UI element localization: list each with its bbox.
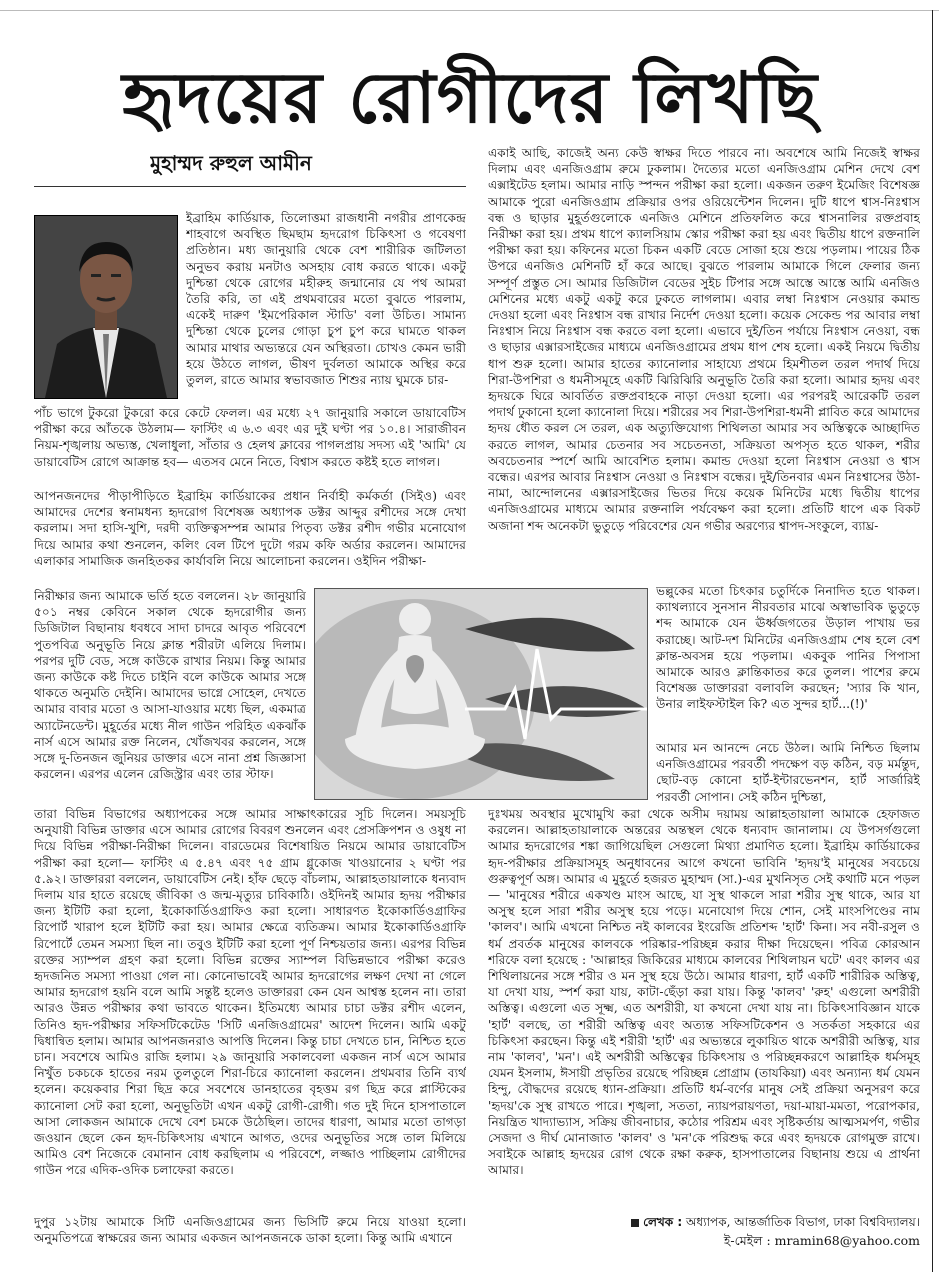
left-column-end: দুপুর ১২টায় আমাকে সিটি এনজিওগ্রামের জন্য ভিসিটি রুমে নিয়ে যাওয়া হলো। অনুমতিপত্রে স্বাক্ষরের জন্য আমার একজন আপনজনকে ডাকা হলো। কিন্তু আমি এখানে (34, 1215, 466, 1246)
right-column-top: একাই আছি, কাজেই অন্য কেউ স্বাক্ষর দিতে পারবে না। অবশেষে আমি নিজেই স্বাক্ষর দিলাম এবং এনজিওগ্রাম রুমে ঢুকলাম। দৈত্যের মতো এনজিওগ্রাম মেশিন দেখে বেশ এক্সাইটেড হলাম। আমার নাড়ি স্পন্দন পরীক্ষা করা হলো। একজন তরুণ ইমেজিং বিশেষজ্ঞ আমাকে পুরো এনজিওগ্রাম প্রক্রিয়ার ওপর ওরিয়েন্টেশন দিলেন। দুটি ধাপে শ্বাস-নিঃশ্বাস বন্ধ ও ছাড়ার মুহূর্তগুলোকে এনজিও মেশিনে প্রতিফলিত করে শ্বাসনালির রক্তপ্রবাহ নিরীক্ষা করা হয়। প্রথম ধাপে ক্যালসিয়াম স্কোর পরীক্ষা করা হয় এবং দ্বিতীয় ধাপে রক্তনালি পরীক্ষা করা হয়। কফিনের মতো চিকন একটি বেডে সোজা হয়ে শুয়ে পড়লাম। পায়ের ঠিক উপরে এনজিও মেশিনটি হাঁ করে আছে। বুঝতে পারলাম আমাকে গিলে ফেলার জন্য সম্পূর্ণ প্রস্তুত সে। আমার ডিজিটাল বেডের সুইচ টিপার সঙ্গে আস্তে আস্তে আমি এনজিও মেশিনের মধ্যে একটু একটু করে ঢুকতে লাগলাম। এবার লম্বা নিঃশ্বাস নেওয়ার কমান্ড দেওয়া হলো এবং নিঃশ্বাস বন্ধ রাখার নির্দেশ দেওয়া হলো। কয়েক সেকেন্ড পর আবার লম্বা নিঃশ্বাস নিয়ে নিঃশ্বাস বন্ধ করতে বলা হলো। এভাবে দুই/তিন পর্যায়ে নিঃশ্বাস নেওয়া, বন্ধ ও ছাড়ার এক্সারসাইজের মাধ্যমে এনজিওগ্রামের প্রথম ধাপ শেষ হলো। একই নিয়মে দ্বিতীয় ধাপ শুরু হলো। আমার হাতের ক্যানোলার সাহায্যে প্রথমে হিমশীতল তরল পদার্থ দিয়ে শিরা-উপশিরা ও ধমনীসমূহে একটি ঝিরিঝিরি অনুভূতি তৈরি করা হলো। আমার হৃদয় এবং হৃদয়কে ঘিরে আবর্তিত রক্তপ্রবাহকে নাড়া দেওয়া হলো। এর পরপরই আরেকটি তরল পদার্থ ঢুকানো হলো ক্যানোলা দিয়ে। শরীরের সব শিরা-উপশিরা-ধমনী প্লাবিত করে আমাদের হৃদয় ধৌত করল সে তরল, এক অত্যুক্তিযোগ্য শিথিলতা আমার সব অস্তিত্বকে আচ্ছাদিত করতে লাগল, আমার চেতনার সব সচেতনতা, সক্রিয়তা অপসৃত হতে থাকল, শরীর অবচেতনার স্পর্শে আমি আবেশিত হলাম। কমান্ড দেওয়া হলো নিঃশ্বাস নেওয়া ও শ্বাস বন্ধের। এরপর আবার নিঃশ্বাস নেওয়া ও নিঃশ্বাস বন্ধের। দুই/তিনবার এমন নিঃশ্বাসের উঠা-নামা, আন্দোলনের এক্সারসাইজের ভিতর দিয়ে কয়েক মিনিটের মধ্যে দ্বিতীয় ধাপের এনজিওগ্রামের মাধ্যমে আমার রক্তনালি পর্যবেক্ষণ করা হলো। প্রতিটি ধাপে এক বিকট অজানা শব্দ অনেকটা ভুতুড়ে পরিবেশের যেন গভীর অরণ্যের শ্বাপদ-সংকুলে, ব্যাঘ্র- (488, 146, 920, 533)
right-column-lower: দুঃখময় অবস্থার মুখোমুখি করা থেকে অসীম দয়াময় আল্লাহতায়ালা আমাকে হেফাজত করলেন। আল্লাহতায়ালাকে অন্তরের অন্তস্থল থেকে ধন্যবাদ জানালাম। যে উপসর্গগুলো আমার হৃদরোগের শঙ্কা জাগিয়েছিল সেগুলো মিথ্যা প্রমাণিত হলো। ইব্রাহিম কার্ডিয়াকের হৃদ-পরীক্ষার প্রক্রিয়াসমূহ অনুধাবনের আগে কখনো ভাবিনি 'হৃদয়'ই মানুষের সবচেয়ে গুরুত্বপূর্ণ অঙ্গ। আমার এ মুহূর্তে হজরত মুহাম্মদ (সা.)-এর মুখনিসৃত সেই কথাটি মনে পড়ল— 'মানুষের শরীরে একখণ্ড মাংস আছে, যা সুস্থ থাকলে সারা শরীর সুস্থ থাকে, আর যা অসুস্থ হলে সারা শরীর অসুস্থ হয়ে পড়ে। মনোযোগ দিয়ে শোন, সেই মাংসপিণ্ডের নাম 'কালব'। আমি এখনো নিশ্চিত নই কালবের ইংরেজি প্রতিশব্দ 'হার্ট' কিনা। সব নবী-রসুল ও ধর্ম প্রবর্তক মানুষের কালবকে পরিষ্কার-পরিচ্ছন্ন করার দীক্ষা দিয়েছেন। পবিত্র কোরআন শরিফে বলা হয়েছে : 'আল্লাহর জিকিরের মাধ্যমে কালবের শিথিলায়ন ঘটে' এবং কালব এর শিথিলায়নের সঙ্গে শরীর ও মন সুস্থ হয়ে উঠে। আমার ধারণা, হার্ট একটি শারীরিক অস্তিত্ব, যা দেখা যায়, স্পর্শ করা যায়, কাটা-ছেঁড়া করা যায়। কিন্তু 'কালব' 'রুহ' এগুলো অশরীরী অস্তিত্ব। এগুলো এত সূক্ষ্ম, এত অশরীরী, যা কখনো দেখা যায় না। চিকিৎসাবিজ্ঞান যাকে 'হার্ট' বলছে, তা শরীরী অস্তিত্ব এবং অত্যন্ত সফিসটিকেশন ও সতর্কতা সহকারে এর চিকিৎসা করছেন। কিন্তু এই শরীরী 'হার্ট' এর অভ্যন্তরে লুকায়িত থাকে অশরীরী অস্তিত্ব, যার নাম 'কালব', 'মন'। এই অশরীরী অস্তিত্বের চিকিৎসায় ও পরিচ্ছন্নকরণে আল্লাহিক ধর্মসমূহ যেমন ইসলাম, ঈসায়ী প্রভৃতির রয়েছে পরিচ্ছন্ন প্রোগ্রাম (তাযকিয়া) এবং অন্যান্য ধর্ম যেমন হিন্দু, বৌদ্ধদের রয়েছে ধ্যান-প্রক্রিয়া। প্রতিটি ধর্ম-বর্ণের মানুষ সেই প্রক্রিয়া অনুসরণ করে 'হৃদয়'কে সুস্থ রাখতে পারে। শৃঙ্খলা, সততা, ন্যায়পরায়ণতা, দয়া-মায়া-মমতা, পরোপকার, নিয়ন্ত্রিত খাদ্যাভ্যাস, সক্রিয় জীবনাচার, কঠোর পরিশ্রম এবং সৃষ্টিকর্তায় আত্মসমর্পণ, গভীর সেজদা ও দীর্ঘ মোনাজাত 'কালব' ও 'মন'কে পরিশুদ্ধ করে এবং হৃদয়কে রোগমুক্ত রাখে। সবাইকে আল্লাহ হৃদয়ের রোগ থেকে রক্ষা করুক, হাসপাতালের বিছানায় শুয়ে এ প্রার্থনা আমার। (488, 807, 920, 1178)
author-email-label: ই-মেইল : (723, 1233, 771, 1248)
author-portrait-icon (35, 216, 177, 398)
author-credit-label: লেখক : (643, 1215, 683, 1229)
top-edge-strip (0, 0, 939, 11)
meditation-illustration (314, 588, 648, 800)
right-column-mid: আমার মন আনন্দে নেচে উঠল। আমি নিশ্চিত ছিলাম এনজিওগ্রামের পরবর্তী পদক্ষেপ বড় কঠিন, বড় মর্মন্তুদ, ছোট-বড় কোনো হার্ট-ইন্টারভেনশন, হার্ট সার্জারিই পরবর্তী সোপান। সেই কঠিন দুশ্চিন্তা, (656, 741, 920, 804)
square-bullet-icon (631, 1219, 639, 1227)
meditating-figure-heart-ecg-icon (315, 589, 647, 799)
author-email-address: mramin68@yahoo.com (774, 1233, 920, 1248)
left-column-narrow: নিরীক্ষার জন্য আমাকে ভর্তি হতে বললেন। ২৮ জানুয়ারি ৫০১ নম্বর কেবিনে সকাল থেকে হৃদরোগীর জন্য ডিজিটাল বিছানায় ধবধবে সাদা চাদরে আবৃত পরিবেশে পুতপবিত্র অনুভূতি নিয়ে ক্লান্ত শরীরটা এলিয়ে দিলাম। পরপর দুটি বেড, সঙ্গে কাউকে রাখার নিয়ম। কিন্তু আমার জন্য কাউকে কষ্ট দিতে চাইনি বলে কাউকে আমার সঙ্গে থাকতে অনুমতি দেইনি। আমাদের ভাগ্নে সোহেল, দেখতে আমার বাবার মতো ও আসা-যাওয়ার মধ্যে ছিল, একমাত্র অ্যাটেনডেন্ট। মুহূর্তের মধ্যে নীল গাউন পরিহিত একঝাঁক নার্স এসে আমার রক্ত নিলেন, খোঁজখবর করলেন, সঙ্গে সঙ্গে দু-তিনজন জুনিয়র ডাক্তার এসে নানা প্রশ্ন জিজ্ঞাসা করলেন। এরপর এলেন রেজিস্ট্রার এবং তার স্টাফ। (34, 589, 306, 782)
left-column-paragraph-1: পাঁচ ভাগে টুকরো টুকরো করে কেটে ফেলল। এর মধ্যে ২৭ জানুয়ারি সকালে ডায়াবেটিস পরীক্ষা করে আঁতকে উঠলাম— ফাস্টিং এ ৬.৩ এবং এর দুই ঘণ্টা পর ১০.৪। সারাজীবন নিয়ম-শৃঙ্খলায় অভ্যস্ত, খেলাধুলা, সাঁতার ও হেলথ ক্লাবের পাগলপ্রায় সদস্য এই 'আমি' যে ডায়াবেটিস রোগে আক্রান্ত হব— এতসব মেনে নিতে, বিশ্বাস করতে কষ্টই হতে লাগল। (34, 406, 466, 469)
left-column-intro: ইব্রাহিম কার্ডিয়াক, তিলোত্তমা রাজধানী নগরীর প্রাণকেন্দ্র শাহবাগে অবস্থিত ছিমছাম হৃদরোগ চিকিৎসা ও গবেষণা প্রতিষ্ঠান। মধ্য জানুয়ারি থেকে বেশ শারীরিক জটিলতা অনুভব করায় মনটাও অসহায় বোধ করতে থাকে। একটু দুশ্চিন্তা থেকে রোগের মহীরুহ জন্মানোর যে পথ আমরা তৈরি করি, তা এই প্রথমবারের মতো বুঝতে পারলাম, একেই দারুণ 'ইমপেরিকাল স্টাডি' বলা উচিত। সামান্য দুশ্চিন্তা থেকে চুলের গোড়া চুপ চুপ করে ঘামতে থাকল আমার মাথার অভ্যন্তরে যেন অস্থিরতা। চোখও কেমন ভারী হয়ে উঠতে লাগল, ভীষণ দুর্বলতা আমাকে অস্থির করে তুলল, রাতে আমার স্বভাবজাত শিশুর ন্যায় ঘুমকে চার- (186, 211, 466, 388)
author-photo (34, 215, 178, 399)
left-column-lower: তারা বিভিন্ন বিভাগের অধ্যাপকের সঙ্গে আমার সাক্ষাৎকারের সূচি দিলেন। সময়সূচি অনুযায়ী বিভিন্ন ডাক্তার এসে আমার রোগের বিবরণ শুনলেন এবং প্রেসক্রিপশন ও ওষুধ না দিয়ে বিভিন্ন পরীক্ষা-নিরীক্ষা দিলেন। বারডেমের বিশেষায়িত নিয়মে আমার ডায়াবেটিস পরীক্ষা করা হলো— ফাস্টিং এ ৫.৪৭ এবং ৭৫ গ্রাম গ্লুকোজ খাওয়ানোর ২ ঘণ্টা পর ৫.৯২। ডাক্তাররা বললেন, ডায়াবেটিস নেই। হাঁফ ছেড়ে বাঁচলাম, আল্লাহতায়ালাকে ধন্যবাদ দিলাম যার হাতে রয়েছে জীবিকা ও জন্ম-মৃত্যুর চাবিকাঠি। ওইদিনই আমার হৃদয় পরীক্ষার জন্য ইটিটি করা হলো, ইকোকার্ডিওগ্রাফিও করা হলো। সাধারণত ইকোকার্ডিওগ্রাফির রিপোর্ট খারাপ হলে ইটিটি করা হয়। আমার ক্ষেত্রে ব্যতিক্রম। আমার ইকোকার্ডিওগ্রাফি রিপোর্টে তেমন সমস্যা ছিল না। তবুও ইটিটি করা হলো পূর্ণ নিশ্চয়তার জন্য। এরপর বিভিন্ন রক্তের স্যাম্পল গ্রহণ করা হলো। বিভিন্ন রক্তের স্যাম্পল বিভিন্নভাবে পরীক্ষা করেও হৃদজনিত সমস্যা পাওয়া গেল না। কোনোভাবেই আমার হৃদরোগের লক্ষণ দেখা না গেলে আমার হৃদরোগ হয়নি বলে আমি সন্তুষ্ট হলেও ডাক্তাররা কেন যেন আশ্বস্ত হলেন না। তারা আরও উন্নত পরীক্ষার কথা ভাবতে থাকেন। ইতিমধ্যে আমার চাচা ডক্টর রশীদ এলেন, তিনিও হৃদ-পরীক্ষার সফিসটিকেটেড 'সিটি এনজিওগ্রামের' আদেশ দিলেন। আমি একটু দ্বিধান্বিত হলাম। আমার আপনজনরাও আপত্তি দিলেন। কিন্তু চাচা দেখতে চান, নিশ্চিত হতে চান। সবশেষে আমিও রাজি হলাম। ২৯ জানুয়ারি সকালবেলা একজন নার্স এসে আমার নিখুঁত চকচকে হাতের নরম তুলতুলে শিরা-চিরে ক্যানোলা করলেন। প্রথমবার তিনি ব্যর্থ হলেন। কয়েকবার শিরা ছিদ্র করে সবশেষে ডানহাতের বৃহত্তম রগ ছিদ্র করে প্লাস্টিকের ক্যানোলা সেট করা হলো, অনুভূতিটা এখন একটু রোগী-রোগী। গত দুই দিনে হাসপাতালে আসা লোকজন আমাকে দেখে বেশ চমকে উঠেছিল। তাদের ধারণা, আমার মতো তাগড়া জওয়ান ছেলে কেন হৃদ-চিকিৎসায় এখানে আগত, ওদের অনুভূতির সঙ্গে তাল মিলিয়ে আমিও বেশ নিজেকে বেমানান বোধ করছিলাম এ পরিবেশে, লজ্জাও পাচ্ছিলাম রোগীদের গাউন পরে এদিক-ওদিক চলাফেরা করতে। (34, 807, 466, 1178)
author-email (640, 1232, 920, 1250)
author-credit-text: অধ্যাপক, আন্তর্জাতিক বিভাগ, ঢাকা বিশ্ববিদ্যালয়। (685, 1215, 920, 1229)
byline-divider (34, 186, 466, 187)
right-column-rule (932, 10, 933, 1272)
author-credit (598, 1214, 920, 1230)
left-column-paragraph-2: আপনজনদের পীড়াপীড়িতে ইব্রাহিম কার্ডিয়াকের প্রধান নির্বাহী কর্মকর্তা (সিইও) এবং আমাদের দেশের স্বনামধন্য হৃদরোগ বিশেষজ্ঞ অধ্যাপক ডক্টর আব্দুর রশীদের সঙ্গে দেখা করলাম। সদা হাসি-খুশি, দরদী ব্যক্তিত্বসম্পন্ন আমার পিতৃব্য ডক্টর রশীদ গভীর মনোযোগ দিয়ে আমার কথা শুনলেন, কলিং বেল টিপে দুটো গরম কফি অর্ডার করলেন। আমাদের এলাকার সামাজিক জনহিতকর কার্যাবলি নিয়ে আলোচনা করলেন। ওইদিন পরীক্ষা- (34, 489, 466, 568)
byline: মুহাম্মদ রুহুল আমীন (150, 151, 312, 175)
right-column-narrow: ভল্লুকের মতো চিৎকার চতুর্দিকে নিনাদিত হতে থাকল। ক্যাথল্যাবে সুনসান নীরবতার মাঝে অস্বাভাবিক ভুতুড়ে শব্দ আমাকে যেন ঊর্ধ্বজগতের উড়াল পাখায় ভর করাচ্ছে। আট-দশ মিনিটের এনজিওগ্রাম শেষ হলে বেশ ক্লান্ত-অবসন্ন হয়ে পড়লাম। একবুক পানির পিপাসা আমাকে আরও ক্লান্তিকাতর করে তুলল। পাশের রুমে বিশেষজ্ঞ ডাক্তাররা বলাবলি করছেন; 'স্যার কি খান, উনার লাইফস্টাইল কি? এত সুন্দর হার্ট...(!)' (656, 584, 920, 712)
headline: হৃদয়ের রোগীদের লিখছি (122, 57, 818, 139)
